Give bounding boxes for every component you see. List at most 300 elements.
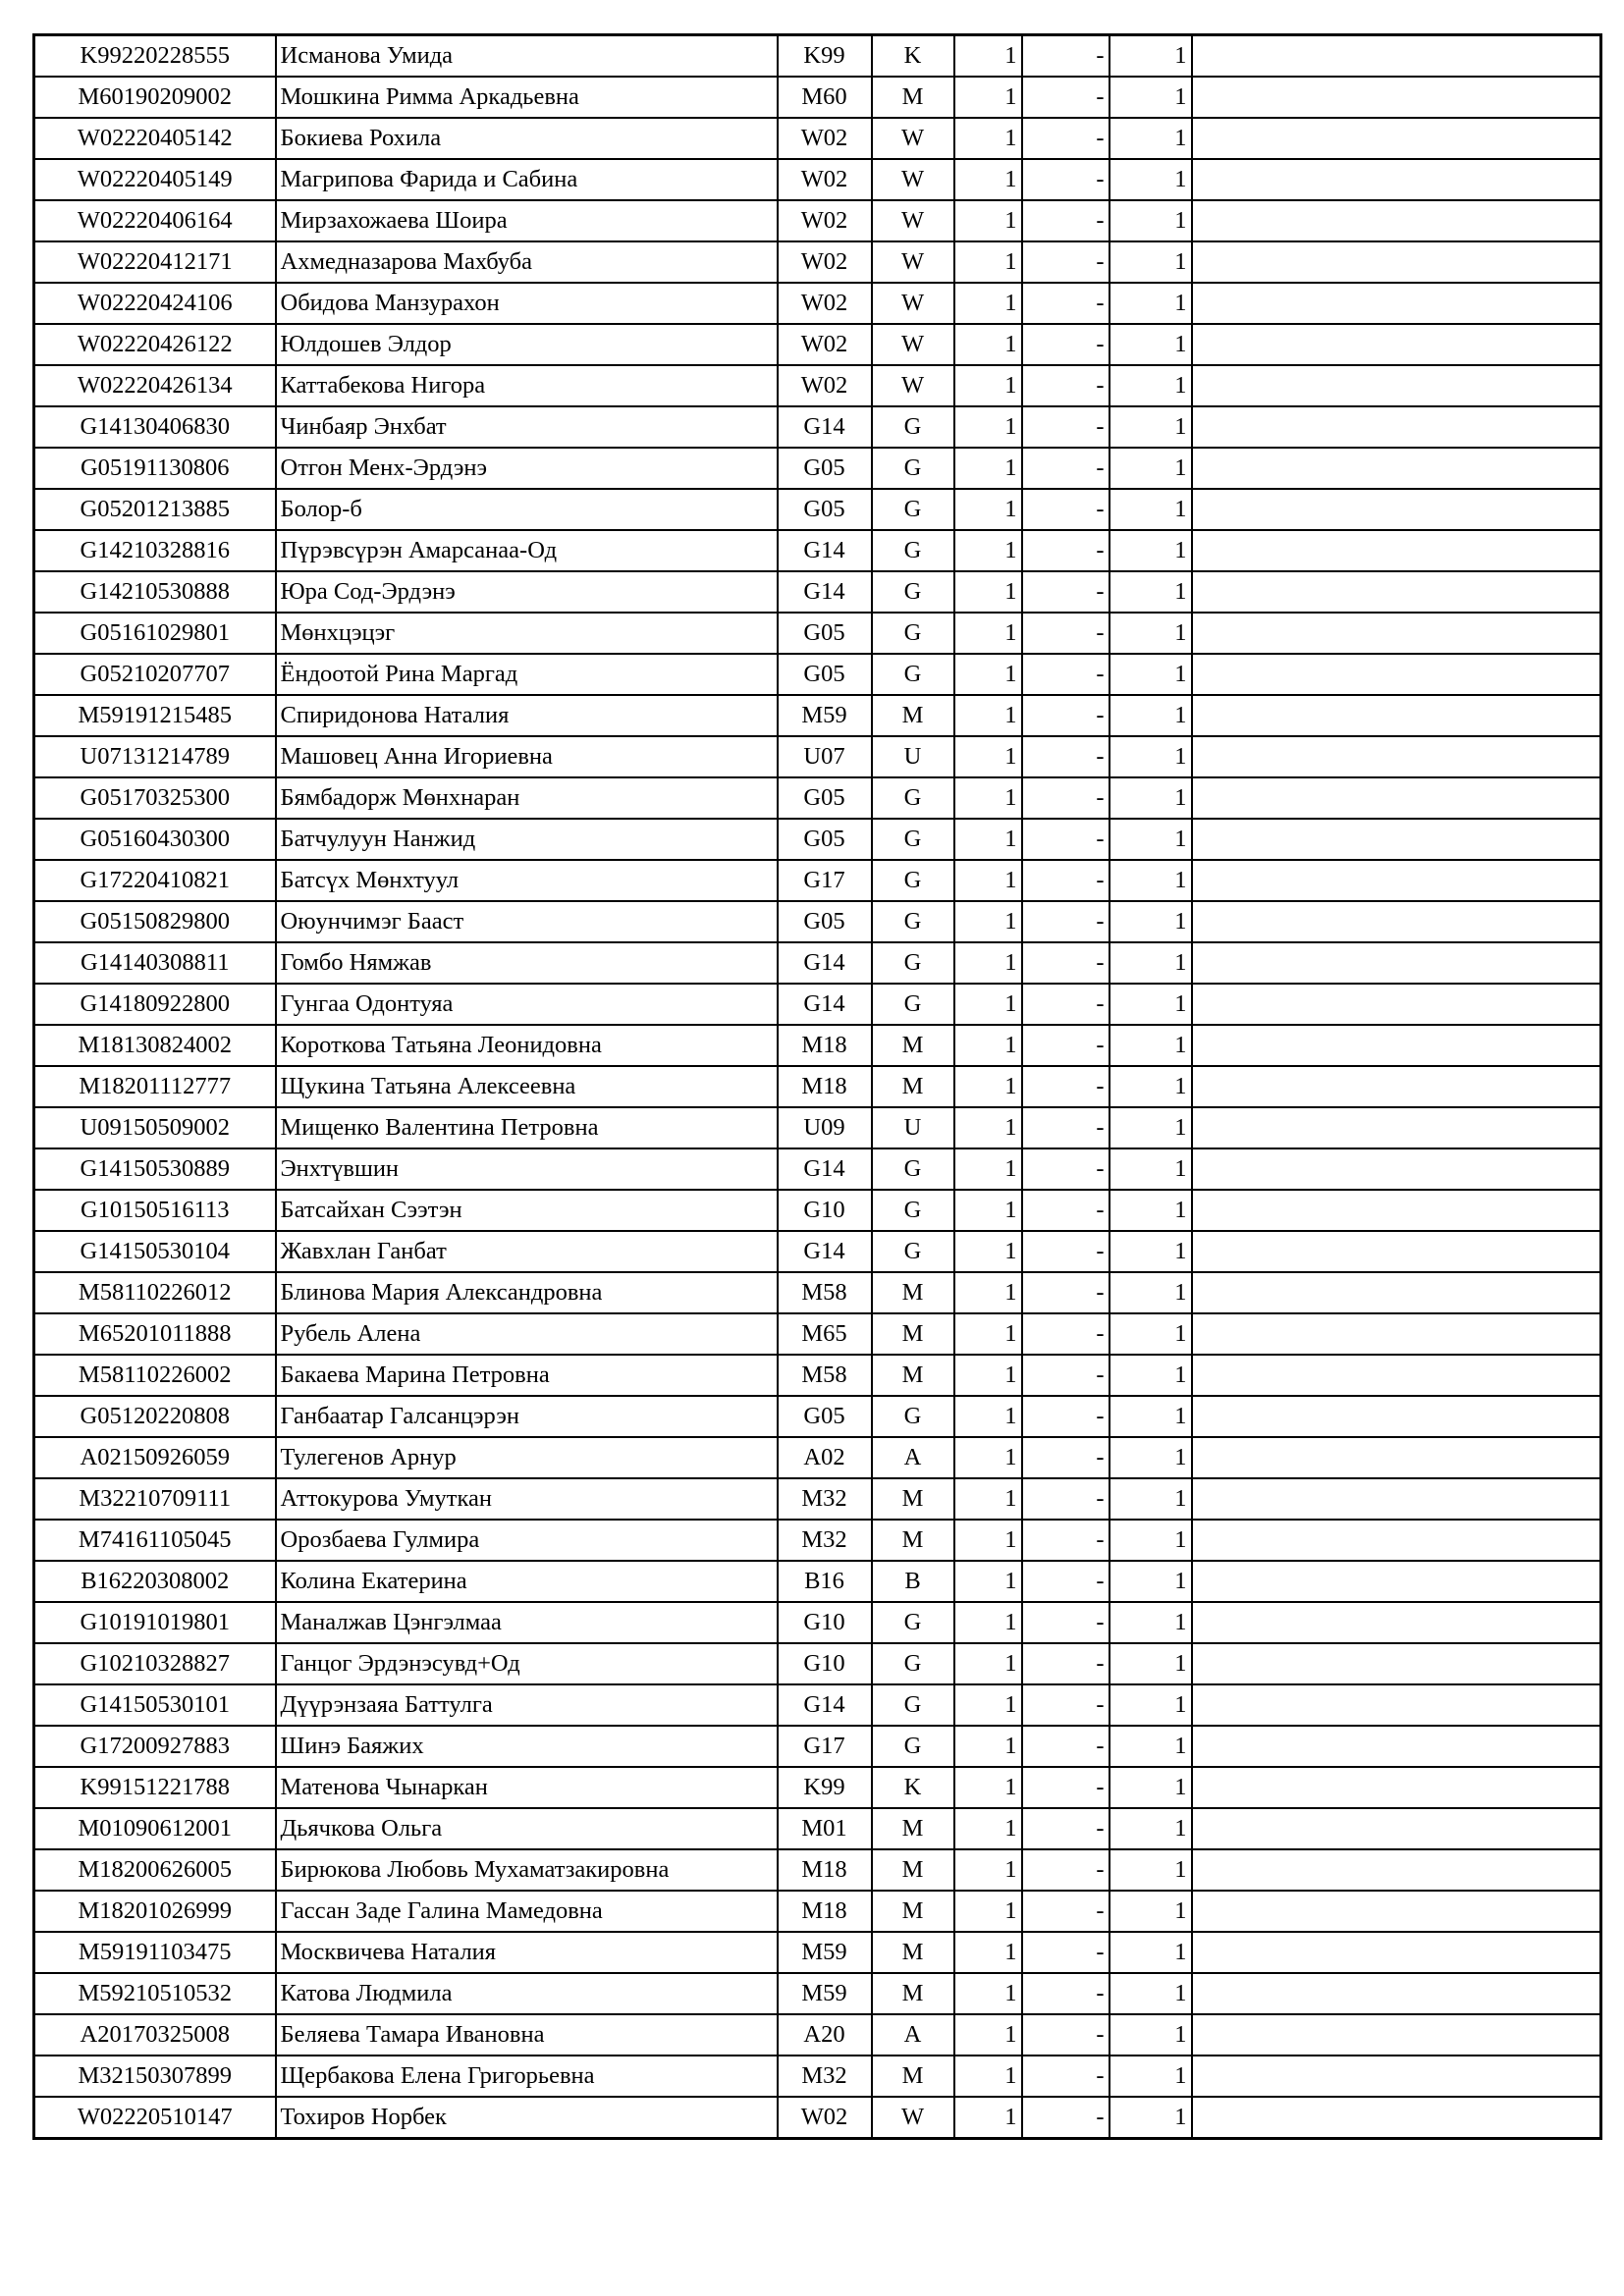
- total-cell: 1: [1110, 571, 1192, 613]
- table-row: [34, 77, 1601, 118]
- empty-cell: [1192, 2097, 1601, 2139]
- category-cell: G: [872, 777, 954, 819]
- category-cell: G: [872, 654, 954, 695]
- group-code-cell: M65: [778, 1313, 872, 1355]
- group-code-cell: W02: [778, 283, 872, 324]
- total-cell: 1: [1110, 1767, 1192, 1808]
- participant-code-cell: K99220228555: [34, 35, 276, 78]
- count-cell: 1: [954, 489, 1022, 530]
- table-row: [34, 1396, 1601, 1437]
- participant-code-cell: G05191130806: [34, 448, 276, 489]
- category-cell: M: [872, 1313, 954, 1355]
- group-code-cell: A02: [778, 1437, 872, 1478]
- dash-cell: -: [1022, 530, 1110, 571]
- total-cell: 1: [1110, 1478, 1192, 1520]
- table-row: [34, 1891, 1601, 1932]
- table-row: [34, 1313, 1601, 1355]
- category-cell: G: [872, 530, 954, 571]
- dash-cell: -: [1022, 984, 1110, 1025]
- total-cell: 1: [1110, 1932, 1192, 1973]
- group-code-cell: K99: [778, 1767, 872, 1808]
- participant-name-cell: Ахмедназарова Махбуба: [276, 241, 778, 283]
- dash-cell: -: [1022, 942, 1110, 984]
- total-cell: 1: [1110, 1561, 1192, 1602]
- participant-code-cell: G14210530888: [34, 571, 276, 613]
- total-cell: 1: [1110, 241, 1192, 283]
- category-cell: M: [872, 1355, 954, 1396]
- dash-cell: -: [1022, 613, 1110, 654]
- participant-name-cell: Чинбаяр Энхбат: [276, 406, 778, 448]
- dash-cell: -: [1022, 1478, 1110, 1520]
- table-row: [34, 1231, 1601, 1272]
- dash-cell: -: [1022, 1849, 1110, 1891]
- participant-name-cell: Шинэ Баяжих: [276, 1726, 778, 1767]
- dash-cell: -: [1022, 1726, 1110, 1767]
- participant-code-cell: G14130406830: [34, 406, 276, 448]
- category-cell: G: [872, 1231, 954, 1272]
- group-code-cell: U07: [778, 736, 872, 777]
- participant-name-cell: Батсайхан Сээтэн: [276, 1190, 778, 1231]
- count-cell: 1: [954, 654, 1022, 695]
- category-cell: M: [872, 1066, 954, 1107]
- empty-cell: [1192, 530, 1601, 571]
- category-cell: G: [872, 1396, 954, 1437]
- group-code-cell: M18: [778, 1025, 872, 1066]
- empty-cell: [1192, 1066, 1601, 1107]
- category-cell: B: [872, 1561, 954, 1602]
- category-cell: G: [872, 1148, 954, 1190]
- participant-name-cell: Батчулуун Нанжид: [276, 819, 778, 860]
- dash-cell: -: [1022, 1932, 1110, 1973]
- total-cell: 1: [1110, 1355, 1192, 1396]
- participant-name-cell: Ганцог Эрдэнэсувд+Од: [276, 1643, 778, 1684]
- participant-name-cell: Рубель Алена: [276, 1313, 778, 1355]
- participant-code-cell: M01090612001: [34, 1808, 276, 1849]
- empty-cell: [1192, 1973, 1601, 2014]
- participant-name-cell: Болор-б: [276, 489, 778, 530]
- dash-cell: -: [1022, 777, 1110, 819]
- count-cell: 1: [954, 118, 1022, 159]
- group-code-cell: G14: [778, 530, 872, 571]
- participant-code-cell: G10191019801: [34, 1602, 276, 1643]
- group-code-cell: M58: [778, 1355, 872, 1396]
- participant-code-cell: G10210328827: [34, 1643, 276, 1684]
- participant-name-cell: Беляева Тамара Ивановна: [276, 2014, 778, 2056]
- participant-name-cell: Орозбаева Гулмира: [276, 1520, 778, 1561]
- table-row: [34, 1561, 1601, 1602]
- participant-code-cell: W02220426134: [34, 365, 276, 406]
- total-cell: 1: [1110, 860, 1192, 901]
- table-row: [34, 1148, 1601, 1190]
- table-row: [34, 324, 1601, 365]
- count-cell: 1: [954, 1355, 1022, 1396]
- dash-cell: -: [1022, 241, 1110, 283]
- table-row: [34, 365, 1601, 406]
- participant-code-cell: A02150926059: [34, 1437, 276, 1478]
- total-cell: 1: [1110, 2056, 1192, 2097]
- dash-cell: -: [1022, 2056, 1110, 2097]
- participant-code-cell: G05170325300: [34, 777, 276, 819]
- empty-cell: [1192, 406, 1601, 448]
- total-cell: 1: [1110, 613, 1192, 654]
- table-row: [34, 777, 1601, 819]
- participant-name-cell: Исманова Умида: [276, 35, 778, 78]
- total-cell: 1: [1110, 118, 1192, 159]
- count-cell: 1: [954, 1643, 1022, 1684]
- participant-name-cell: Щербакова Елена Григорьевна: [276, 2056, 778, 2097]
- table-row: [34, 1437, 1601, 1478]
- table-body: [34, 35, 1601, 2139]
- group-code-cell: M59: [778, 695, 872, 736]
- table-row: [34, 1726, 1601, 1767]
- count-cell: 1: [954, 1932, 1022, 1973]
- group-code-cell: W02: [778, 159, 872, 200]
- total-cell: 1: [1110, 1107, 1192, 1148]
- table-row: [34, 406, 1601, 448]
- count-cell: 1: [954, 200, 1022, 241]
- table-row: [34, 489, 1601, 530]
- table-row: [34, 654, 1601, 695]
- group-code-cell: M18: [778, 1891, 872, 1932]
- group-code-cell: M58: [778, 1272, 872, 1313]
- category-cell: G: [872, 1643, 954, 1684]
- dash-cell: -: [1022, 365, 1110, 406]
- dash-cell: -: [1022, 118, 1110, 159]
- count-cell: 1: [954, 1561, 1022, 1602]
- participant-name-cell: Тохиров Норбек: [276, 2097, 778, 2139]
- group-code-cell: G14: [778, 1231, 872, 1272]
- participant-name-cell: Щукина Татьяна Алексеевна: [276, 1066, 778, 1107]
- empty-cell: [1192, 1932, 1601, 1973]
- empty-cell: [1192, 283, 1601, 324]
- table-row: [34, 448, 1601, 489]
- dash-cell: -: [1022, 1272, 1110, 1313]
- table-row: [34, 35, 1601, 78]
- dash-cell: -: [1022, 1767, 1110, 1808]
- empty-cell: [1192, 2056, 1601, 2097]
- total-cell: 1: [1110, 777, 1192, 819]
- participant-code-cell: G14150530889: [34, 1148, 276, 1190]
- dash-cell: -: [1022, 406, 1110, 448]
- group-code-cell: K99: [778, 35, 872, 78]
- participant-code-cell: G14150530104: [34, 1231, 276, 1272]
- table-row: [34, 1602, 1601, 1643]
- dash-cell: -: [1022, 1355, 1110, 1396]
- participant-code-cell: A20170325008: [34, 2014, 276, 2056]
- table-row: [34, 571, 1601, 613]
- dash-cell: -: [1022, 1520, 1110, 1561]
- participant-code-cell: M59191103475: [34, 1932, 276, 1973]
- empty-cell: [1192, 984, 1601, 1025]
- count-cell: 1: [954, 1808, 1022, 1849]
- participant-name-cell: Мищенко Валентина Петровна: [276, 1107, 778, 1148]
- category-cell: G: [872, 819, 954, 860]
- total-cell: 1: [1110, 984, 1192, 1025]
- participant-name-cell: Жавхлан Ганбат: [276, 1231, 778, 1272]
- table-row: [34, 1025, 1601, 1066]
- total-cell: 1: [1110, 1849, 1192, 1891]
- participant-name-cell: Маналжав Цэнгэлмаа: [276, 1602, 778, 1643]
- table-row: [34, 819, 1601, 860]
- group-code-cell: W02: [778, 324, 872, 365]
- table-row: [34, 1973, 1601, 2014]
- category-cell: M: [872, 1808, 954, 1849]
- total-cell: 1: [1110, 1396, 1192, 1437]
- count-cell: 1: [954, 777, 1022, 819]
- table-row: [34, 2097, 1601, 2139]
- category-cell: W: [872, 241, 954, 283]
- empty-cell: [1192, 448, 1601, 489]
- category-cell: W: [872, 324, 954, 365]
- empty-cell: [1192, 1520, 1601, 1561]
- table-row: [34, 283, 1601, 324]
- category-cell: M: [872, 1272, 954, 1313]
- participant-name-cell: Бирюкова Любовь Мухаматзакировна: [276, 1849, 778, 1891]
- participant-code-cell: G17220410821: [34, 860, 276, 901]
- category-cell: M: [872, 1478, 954, 1520]
- participant-code-cell: M59191215485: [34, 695, 276, 736]
- participant-name-cell: Москвичева Наталия: [276, 1932, 778, 1973]
- category-cell: W: [872, 118, 954, 159]
- participant-code-cell: G05160430300: [34, 819, 276, 860]
- category-cell: G: [872, 1726, 954, 1767]
- dash-cell: -: [1022, 35, 1110, 78]
- group-code-cell: G14: [778, 942, 872, 984]
- group-code-cell: U09: [778, 1107, 872, 1148]
- group-code-cell: M01: [778, 1808, 872, 1849]
- total-cell: 1: [1110, 819, 1192, 860]
- total-cell: 1: [1110, 1231, 1192, 1272]
- total-cell: 1: [1110, 324, 1192, 365]
- participant-name-cell: Бокиева Рохила: [276, 118, 778, 159]
- total-cell: 1: [1110, 695, 1192, 736]
- table-row: [34, 984, 1601, 1025]
- total-cell: 1: [1110, 1726, 1192, 1767]
- count-cell: 1: [954, 1107, 1022, 1148]
- count-cell: 1: [954, 942, 1022, 984]
- dash-cell: -: [1022, 283, 1110, 324]
- dash-cell: -: [1022, 200, 1110, 241]
- total-cell: 1: [1110, 2014, 1192, 2056]
- total-cell: 1: [1110, 406, 1192, 448]
- participant-name-cell: Мошкина Римма Аркадьевна: [276, 77, 778, 118]
- dash-cell: -: [1022, 1684, 1110, 1726]
- count-cell: 1: [954, 1849, 1022, 1891]
- participant-code-cell: M59210510532: [34, 1973, 276, 2014]
- category-cell: G: [872, 448, 954, 489]
- table-row: [34, 1932, 1601, 1973]
- total-cell: 1: [1110, 1148, 1192, 1190]
- count-cell: 1: [954, 1148, 1022, 1190]
- category-cell: A: [872, 1437, 954, 1478]
- empty-cell: [1192, 1561, 1601, 1602]
- participant-name-cell: Блинова Мария Александровна: [276, 1272, 778, 1313]
- category-cell: K: [872, 1767, 954, 1808]
- count-cell: 1: [954, 819, 1022, 860]
- participant-name-cell: Каттабекова Нигора: [276, 365, 778, 406]
- empty-cell: [1192, 777, 1601, 819]
- dash-cell: -: [1022, 1066, 1110, 1107]
- total-cell: 1: [1110, 489, 1192, 530]
- group-code-cell: G14: [778, 406, 872, 448]
- count-cell: 1: [954, 860, 1022, 901]
- empty-cell: [1192, 1025, 1601, 1066]
- group-code-cell: G14: [778, 571, 872, 613]
- dash-cell: -: [1022, 1396, 1110, 1437]
- participant-code-cell: G05120220808: [34, 1396, 276, 1437]
- empty-cell: [1192, 736, 1601, 777]
- total-cell: 1: [1110, 530, 1192, 571]
- dash-cell: -: [1022, 1561, 1110, 1602]
- total-cell: 1: [1110, 35, 1192, 78]
- participant-code-cell: G05201213885: [34, 489, 276, 530]
- table-row: [34, 1520, 1601, 1561]
- dash-cell: -: [1022, 901, 1110, 942]
- dash-cell: -: [1022, 1313, 1110, 1355]
- table-row: [34, 1849, 1601, 1891]
- total-cell: 1: [1110, 1190, 1192, 1231]
- count-cell: 1: [954, 448, 1022, 489]
- total-cell: 1: [1110, 365, 1192, 406]
- empty-cell: [1192, 159, 1601, 200]
- participant-code-cell: M18201026999: [34, 1891, 276, 1932]
- category-cell: G: [872, 860, 954, 901]
- participant-name-cell: Мирзахожаева Шоира: [276, 200, 778, 241]
- group-code-cell: G14: [778, 1148, 872, 1190]
- empty-cell: [1192, 1396, 1601, 1437]
- table-row: [34, 1767, 1601, 1808]
- participant-code-cell: W02220426122: [34, 324, 276, 365]
- table-row: [34, 1808, 1601, 1849]
- participant-code-cell: W02220510147: [34, 2097, 276, 2139]
- participant-code-cell: G05210207707: [34, 654, 276, 695]
- empty-cell: [1192, 1148, 1601, 1190]
- participant-code-cell: G14180922800: [34, 984, 276, 1025]
- category-cell: G: [872, 489, 954, 530]
- category-cell: K: [872, 35, 954, 78]
- category-cell: M: [872, 1932, 954, 1973]
- participant-name-cell: Спиридонова Наталия: [276, 695, 778, 736]
- count-cell: 1: [954, 2014, 1022, 2056]
- total-cell: 1: [1110, 2097, 1192, 2139]
- empty-cell: [1192, 1272, 1601, 1313]
- category-cell: G: [872, 571, 954, 613]
- participant-name-cell: Тулегенов Арнур: [276, 1437, 778, 1478]
- category-cell: U: [872, 1107, 954, 1148]
- empty-cell: [1192, 1808, 1601, 1849]
- group-code-cell: M59: [778, 1973, 872, 2014]
- group-code-cell: M32: [778, 2056, 872, 2097]
- count-cell: 1: [954, 571, 1022, 613]
- empty-cell: [1192, 1849, 1601, 1891]
- count-cell: 1: [954, 530, 1022, 571]
- total-cell: 1: [1110, 1272, 1192, 1313]
- empty-cell: [1192, 1437, 1601, 1478]
- group-code-cell: M32: [778, 1520, 872, 1561]
- category-cell: W: [872, 283, 954, 324]
- participant-name-cell: Колина Екатерина: [276, 1561, 778, 1602]
- participant-name-cell: Пүрэвсүрэн Амарсанаа-Од: [276, 530, 778, 571]
- category-cell: A: [872, 2014, 954, 2056]
- group-code-cell: G17: [778, 860, 872, 901]
- empty-cell: [1192, 571, 1601, 613]
- count-cell: 1: [954, 1396, 1022, 1437]
- count-cell: 1: [954, 1066, 1022, 1107]
- count-cell: 1: [954, 77, 1022, 118]
- participant-name-cell: Дьячкова Ольга: [276, 1808, 778, 1849]
- dash-cell: -: [1022, 571, 1110, 613]
- dash-cell: -: [1022, 489, 1110, 530]
- dash-cell: -: [1022, 1643, 1110, 1684]
- total-cell: 1: [1110, 1025, 1192, 1066]
- dash-cell: -: [1022, 448, 1110, 489]
- count-cell: 1: [954, 1602, 1022, 1643]
- group-code-cell: G17: [778, 1726, 872, 1767]
- participant-code-cell: W02220406164: [34, 200, 276, 241]
- category-cell: M: [872, 1520, 954, 1561]
- table-row: [34, 530, 1601, 571]
- group-code-cell: W02: [778, 118, 872, 159]
- category-cell: G: [872, 613, 954, 654]
- dash-cell: -: [1022, 1891, 1110, 1932]
- table-row: [34, 860, 1601, 901]
- participant-code-cell: W02220405142: [34, 118, 276, 159]
- table-row: [34, 2014, 1601, 2056]
- dash-cell: -: [1022, 77, 1110, 118]
- category-cell: U: [872, 736, 954, 777]
- participant-name-cell: Батсүх Мөнхтуул: [276, 860, 778, 901]
- empty-cell: [1192, 489, 1601, 530]
- dash-cell: -: [1022, 324, 1110, 365]
- participant-name-cell: Бакаева Марина Петровна: [276, 1355, 778, 1396]
- group-code-cell: M32: [778, 1478, 872, 1520]
- participant-code-cell: M32150307899: [34, 2056, 276, 2097]
- category-cell: M: [872, 1849, 954, 1891]
- count-cell: 1: [954, 695, 1022, 736]
- count-cell: 1: [954, 324, 1022, 365]
- total-cell: 1: [1110, 942, 1192, 984]
- empty-cell: [1192, 365, 1601, 406]
- total-cell: 1: [1110, 283, 1192, 324]
- total-cell: 1: [1110, 1643, 1192, 1684]
- table-row: [34, 613, 1601, 654]
- table-row: [34, 1643, 1601, 1684]
- empty-cell: [1192, 860, 1601, 901]
- empty-cell: [1192, 613, 1601, 654]
- participant-code-cell: M58110226002: [34, 1355, 276, 1396]
- group-code-cell: W02: [778, 241, 872, 283]
- dash-cell: -: [1022, 695, 1110, 736]
- participant-code-cell: W02220424106: [34, 283, 276, 324]
- participant-name-cell: Обидова Манзурахон: [276, 283, 778, 324]
- dash-cell: -: [1022, 1107, 1110, 1148]
- participant-code-cell: M32210709111: [34, 1478, 276, 1520]
- participant-code-cell: G05150829800: [34, 901, 276, 942]
- empty-cell: [1192, 1767, 1601, 1808]
- dash-cell: -: [1022, 1025, 1110, 1066]
- category-cell: M: [872, 77, 954, 118]
- empty-cell: [1192, 1684, 1601, 1726]
- category-cell: G: [872, 901, 954, 942]
- dash-cell: -: [1022, 819, 1110, 860]
- count-cell: 1: [954, 406, 1022, 448]
- participant-code-cell: G17200927883: [34, 1726, 276, 1767]
- table-row: [34, 901, 1601, 942]
- empty-cell: [1192, 324, 1601, 365]
- participant-name-cell: Магрипова Фарида и Сабина: [276, 159, 778, 200]
- empty-cell: [1192, 901, 1601, 942]
- participant-code-cell: W02220412171: [34, 241, 276, 283]
